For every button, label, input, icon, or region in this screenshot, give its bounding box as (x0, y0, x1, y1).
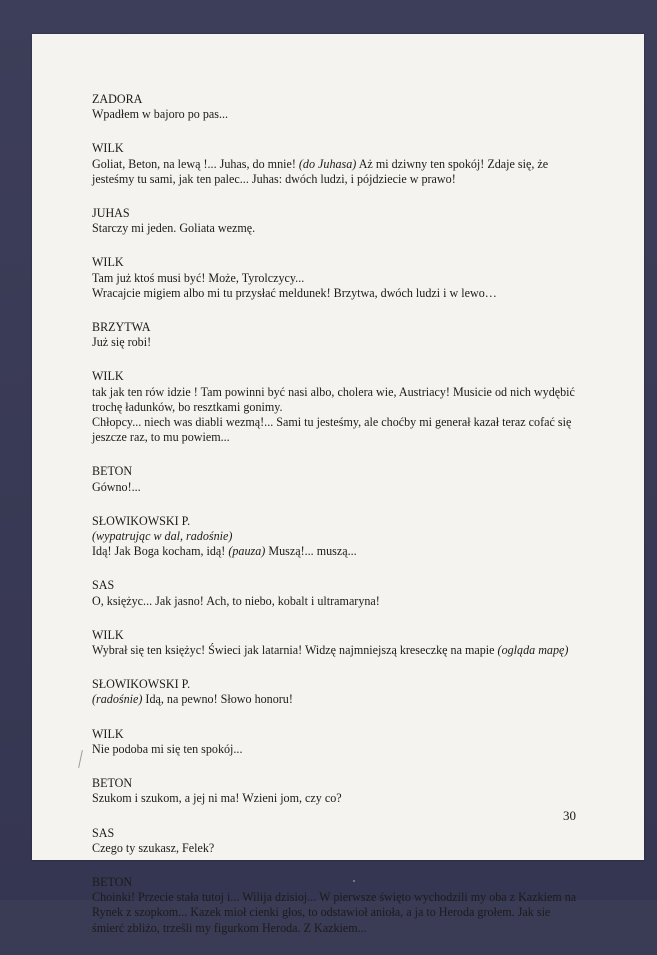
line-text: Goliat, Beton, na lewą !... Juhas, do mnie! (92, 156, 299, 171)
speaker-name: BRZYTWA (92, 320, 151, 335)
dialogue-block (92, 727, 592, 757)
dialogue-line (92, 692, 592, 707)
speaker-name: SAS (92, 578, 115, 593)
dialogue-block (92, 369, 592, 445)
dialogue-line (92, 791, 592, 806)
dialogue-block (92, 875, 592, 936)
script-page (32, 34, 644, 935)
line-text: Wracajcie migiem albo mi tu przysłać meldunek! Brzytwa, dwóch ludzi i w lewo… (92, 285, 497, 300)
stage-direction: (wypatrując w dal, radośnie) (92, 529, 233, 544)
dialogue-line (92, 544, 592, 559)
speaker-name: WILK (92, 141, 124, 156)
dialogue-line (92, 643, 592, 658)
speaker-name: JUHAS (92, 206, 130, 221)
line-text: Wybrał się ten księżyc! Świeci jak latarnia! Widzę najmniejszą kreseczkę na mapie (92, 643, 498, 658)
speaker-name: ZADORA (92, 92, 143, 106)
speaker-name: WILK (92, 627, 124, 642)
speaker-name: BETON (92, 464, 133, 479)
dialogue-line (92, 172, 592, 187)
dialogue-line (92, 921, 592, 936)
dialogue-line (92, 430, 592, 445)
speaker-name: WILK (92, 255, 124, 270)
dialogue-block (92, 92, 592, 122)
stage-direction: (do Juhasa) (298, 156, 357, 171)
dialogue-line (92, 415, 592, 430)
speaker-name: WILK (92, 726, 124, 741)
dialogue-line (92, 841, 592, 856)
line-text: Chłopcy... niech was diabli wezmą!... Sami tu jesteśmy, ale choćby mi generał kazał teraz cofać się (92, 415, 572, 430)
line-text: Muszą!... muszą... (265, 544, 357, 559)
dialogue-line (92, 890, 592, 905)
dialogue-line (92, 385, 592, 400)
dialogue-block (92, 255, 592, 301)
dialogue-block (92, 826, 592, 856)
scan-speck (353, 880, 355, 882)
dialogue-line (92, 742, 592, 757)
speaker-name: BETON (92, 776, 133, 791)
dialogue-block (92, 677, 592, 707)
line-text: Idą, na pewno! Słowo honoru! (142, 692, 293, 707)
speaker-name: SŁOWIKOWSKI P. (92, 513, 191, 528)
line-text: Aż mi dziwny ten spokój! Zdaje się, że (356, 156, 549, 171)
dialogue-block (92, 320, 592, 350)
speaker-name: WILK (92, 369, 124, 384)
line-text: Rynek z szopkom... Kazek mioł cienki głos, to odstawioł anioła, a ja to Heroda grołem. Jak sie (92, 905, 551, 920)
dialogue-block (92, 141, 592, 187)
dialogue-line (92, 594, 592, 609)
dialogue-line (92, 286, 592, 301)
dialogue-line (92, 529, 592, 544)
dialogue-block (92, 776, 592, 806)
speaker-name: SŁOWIKOWSKI P. (92, 677, 191, 692)
dialogue-text (92, 92, 592, 955)
stage-direction: (ogląda mapę) (497, 643, 569, 658)
dialogue-line (92, 905, 592, 920)
dialogue-line (92, 157, 592, 172)
page-number: 30 (563, 808, 576, 823)
line-text: Szukom i szukom, a jej ni ma! Wzieni jom, czy co? (92, 791, 342, 806)
line-text: jeszcze raz, to mu powiem... (92, 430, 230, 445)
line-text: Czego ty szukasz, Felek? (92, 840, 215, 855)
speaker-name: BETON (92, 874, 133, 889)
line-text: jesteśmy tu sami, jak ten palec... Juhas: dwóch ludzi, i pójdziecie w prawo! (92, 171, 456, 186)
line-text: Choinki! Przecie stała tutoj i... Wilija dzisioj... W pierwsze święto wychodzili my oba z Kazkiem na (92, 890, 577, 905)
dialogue-block (92, 206, 592, 236)
dialogue-line (92, 335, 592, 350)
dialogue-line (92, 271, 592, 286)
dialogue-line (92, 107, 592, 122)
line-text: śmierć zbliżo, trzeŝli my figurkom Heroda. Z Kazkiem... (92, 920, 367, 935)
stage-direction: (radośnie) (92, 692, 143, 707)
dialogue-line (92, 221, 592, 236)
line-text: tak jak ten rów idzie ! Tam powinni być nasi albo, cholera wie, Austriacy! Musicie od nich wydębić (92, 384, 575, 399)
line-text: trochę ładunków, bo resztkami gonimy. (92, 399, 283, 414)
line-text: Gówno!... (92, 479, 141, 494)
dialogue-block (92, 514, 592, 560)
dialogue-line (92, 480, 592, 495)
line-text: Już się robi! (92, 335, 152, 350)
line-text: Tam już ktoś musi być! Może, Tyrolczycy... (92, 270, 305, 285)
line-text: Starczy mi jeden. Goliata wezmę. (92, 221, 256, 236)
dialogue-block (92, 578, 592, 608)
dialogue-line (92, 400, 592, 415)
dialogue-block (92, 628, 592, 658)
line-text: O, księżyc... Jak jasno! Ach, to niebo, kobalt i ultramaryna! (92, 593, 380, 608)
speaker-name: SAS (92, 825, 115, 840)
dialogue-block (92, 464, 592, 494)
line-text: Idą! Jak Boga kocham, idą! (92, 544, 229, 559)
line-text: Nie podoba mi się ten spokój... (92, 741, 243, 756)
line-text: Wpadłem w bajoro po pas... (92, 107, 229, 122)
stage-direction: (pauza) (228, 544, 266, 559)
